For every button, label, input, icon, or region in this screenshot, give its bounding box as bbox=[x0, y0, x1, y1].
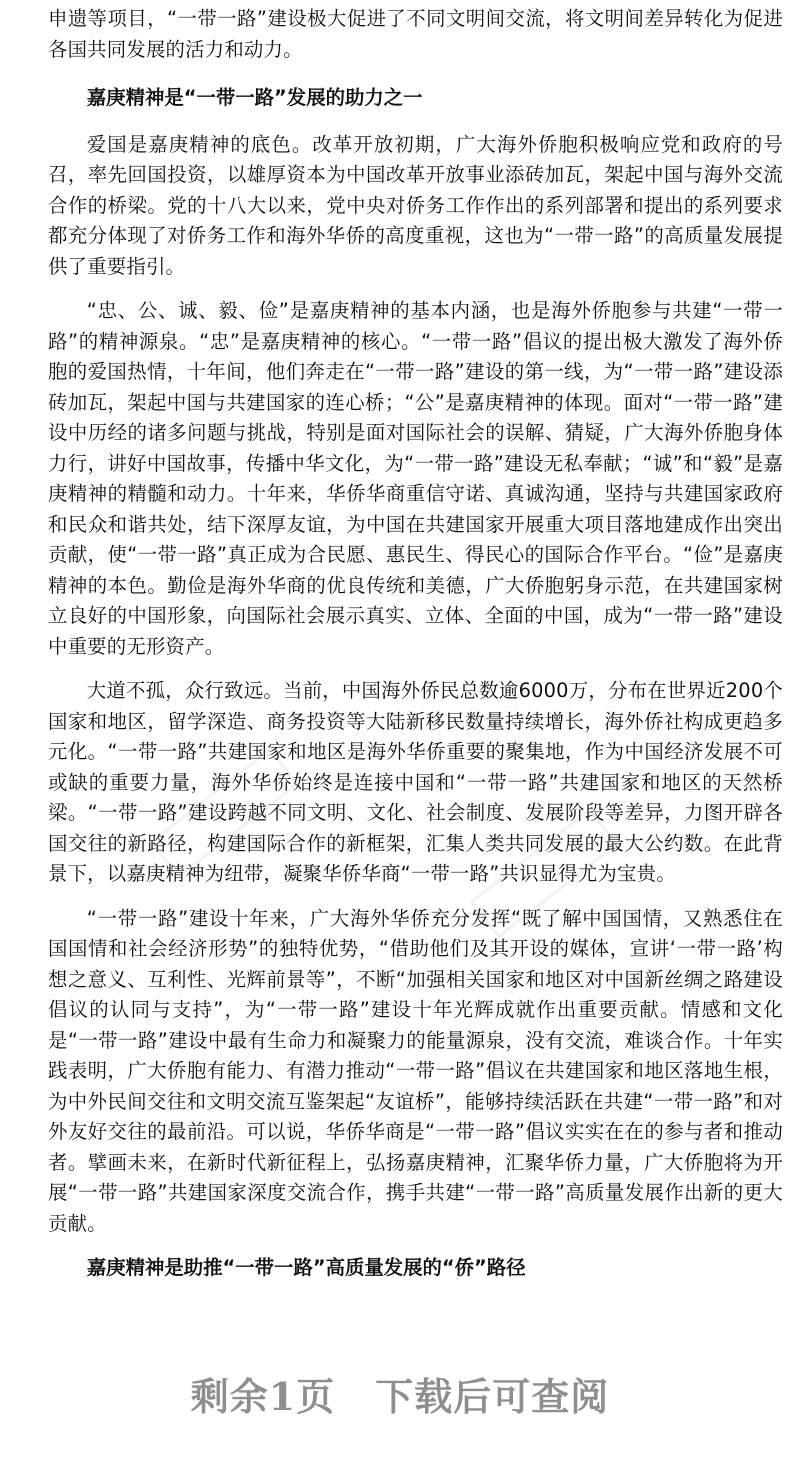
paragraph-overseas-chinese: 大道不孤，众行致远。当前，中国海外侨民总数逾6000万，分布在世界近200个国家和地区，留学深造、商务投资等大陆新移民数量持续增长，海外侨社构成更趋多元化。“一带一路”共建国家和地区是海外华侨重要的聚集地，作为中国经济发展不可或缺的重要力量，海外华侨始终是连接中国和“一带一路”共建国家和地区的天然桥梁。“一带一路”建设跨越不同文明、文化、社会制度、发展阶段等差异，力图开辟各国交往的新路径，构建国际合作的新框架，汇集人类共同发展的最大公约数。在此背景下，以嘉庚精神为纽带，凝聚华侨华商“一带一路”共识显得尤为宝贵。 bbox=[48, 679, 783, 885]
section-heading-1: 嘉庚精神是“一带一路”发展的助力之一 bbox=[86, 86, 423, 109]
section-heading-2: 嘉庚精神是助推“一带一路”高质量发展的“侨”路径 bbox=[86, 1256, 526, 1279]
remaining-pages-label[interactable]: 剩余1页 bbox=[190, 1374, 336, 1419]
paragraph-patriotism: 爱国是嘉庚精神的底色。改革开放初期，广大海外侨胞积极响应党和政府的号召，率先回国投资，以雄厚资本为中国改革开放事业添砖加瓦，架起中国与海外交流合作的桥梁。党的十八大以来，党中央对侨务工作作出的系列部署和提出的系列要求都充分体现了对侨务工作和海外华侨的高度重视，这也为“一带一路”的高质量发展提供了重要指引。 bbox=[48, 132, 783, 278]
article-body bbox=[48, 4, 783, 1300]
download-prompt-banner[interactable] bbox=[0, 1366, 800, 1421]
paragraph-core-values: “忠、公、诚、毅、俭”是嘉庚精神的基本内涵，也是海外侨胞参与共建“一带一路”的精神源泉。“忠”是嘉庚精神的核心。“一带一路”倡议的提出极大激发了海外侨胞的爱国热情，十年间，他们奔走在“一带一路”建设的第一线，为“一带一路”建设添砖加瓦，架起中国与共建国家的连心桥；“公”是嘉庚精神的体现。面对“一带一路”建设中历经的诸多问题与挑战，特别是面对国际社会的误解、猜疑，广大海外侨胞身体力行，讲好中国故事，传播中华文化，为“一带一路”建设无私奉献；“诚”和“毅”是嘉庚精神的精髓和动力。十年来，华侨华商重信守诺、真诚沟通，坚持与共建国家政府和民众和谐共处，结下深厚友谊，为中国在共建国家开展重大项目落地建成作出突出贡献，使“一带一路”真正成为合民愿、惠民生、得民心的国际合作平台。“俭”是嘉庚精神的本色。勤俭是海外华商的优良传统和美德，广大侨胞躬身示范，在共建国家树立良好的中国形象，向国际社会展示真实、立体、全面的中国，成为“一带一路”建设中重要的无形资产。 bbox=[48, 299, 783, 658]
paragraph-intro-continuation: 申遗等项目，“一带一路”建设极大促进了不同文明间交流，将文明间差异转化为促进各国共同发展的活力和动力。 bbox=[48, 7, 783, 61]
paragraph-decade-contribution: “一带一路”建设十年来，广大海外华侨充分发挥“既了解中国国情，又熟悉住在国国情和社会经济形势”的独特优势，“借助他们及其开设的媒体，宣讲‘一带一路’构想之意义、互利性、光辉前景等”，不断“加强相关国家和地区对中国新丝绸之路建设倡议的认同与支持”，为“一带一路”建设十年光辉成就作出重要贡献。情感和文化是“一带一路”建设中最有生命力和凝聚力的能量源泉，没有交流，难谈合作。十年实践表明，广大侨胞有能力、有潜力推动“一带一路”倡议在共建国家和地区落地生根，为中外民间交往和文明交流互鉴架起“友谊桥”，能够持续活跃在共建“一带一路”和对外友好交往的最前沿。可以说，华侨华商是“一带一路”倡议实实在在的参与者和推动者。擘画未来，在新时代新征程上，弘扬嘉庚精神，汇聚华侨力量，广大侨胞将为开展“一带一路”共建国家深度交流合作，携手共建“一带一路”高质量发展作出新的更大贡献。 bbox=[48, 906, 783, 1235]
download-to-view-label[interactable]: 下载后可查阅 bbox=[375, 1374, 610, 1419]
